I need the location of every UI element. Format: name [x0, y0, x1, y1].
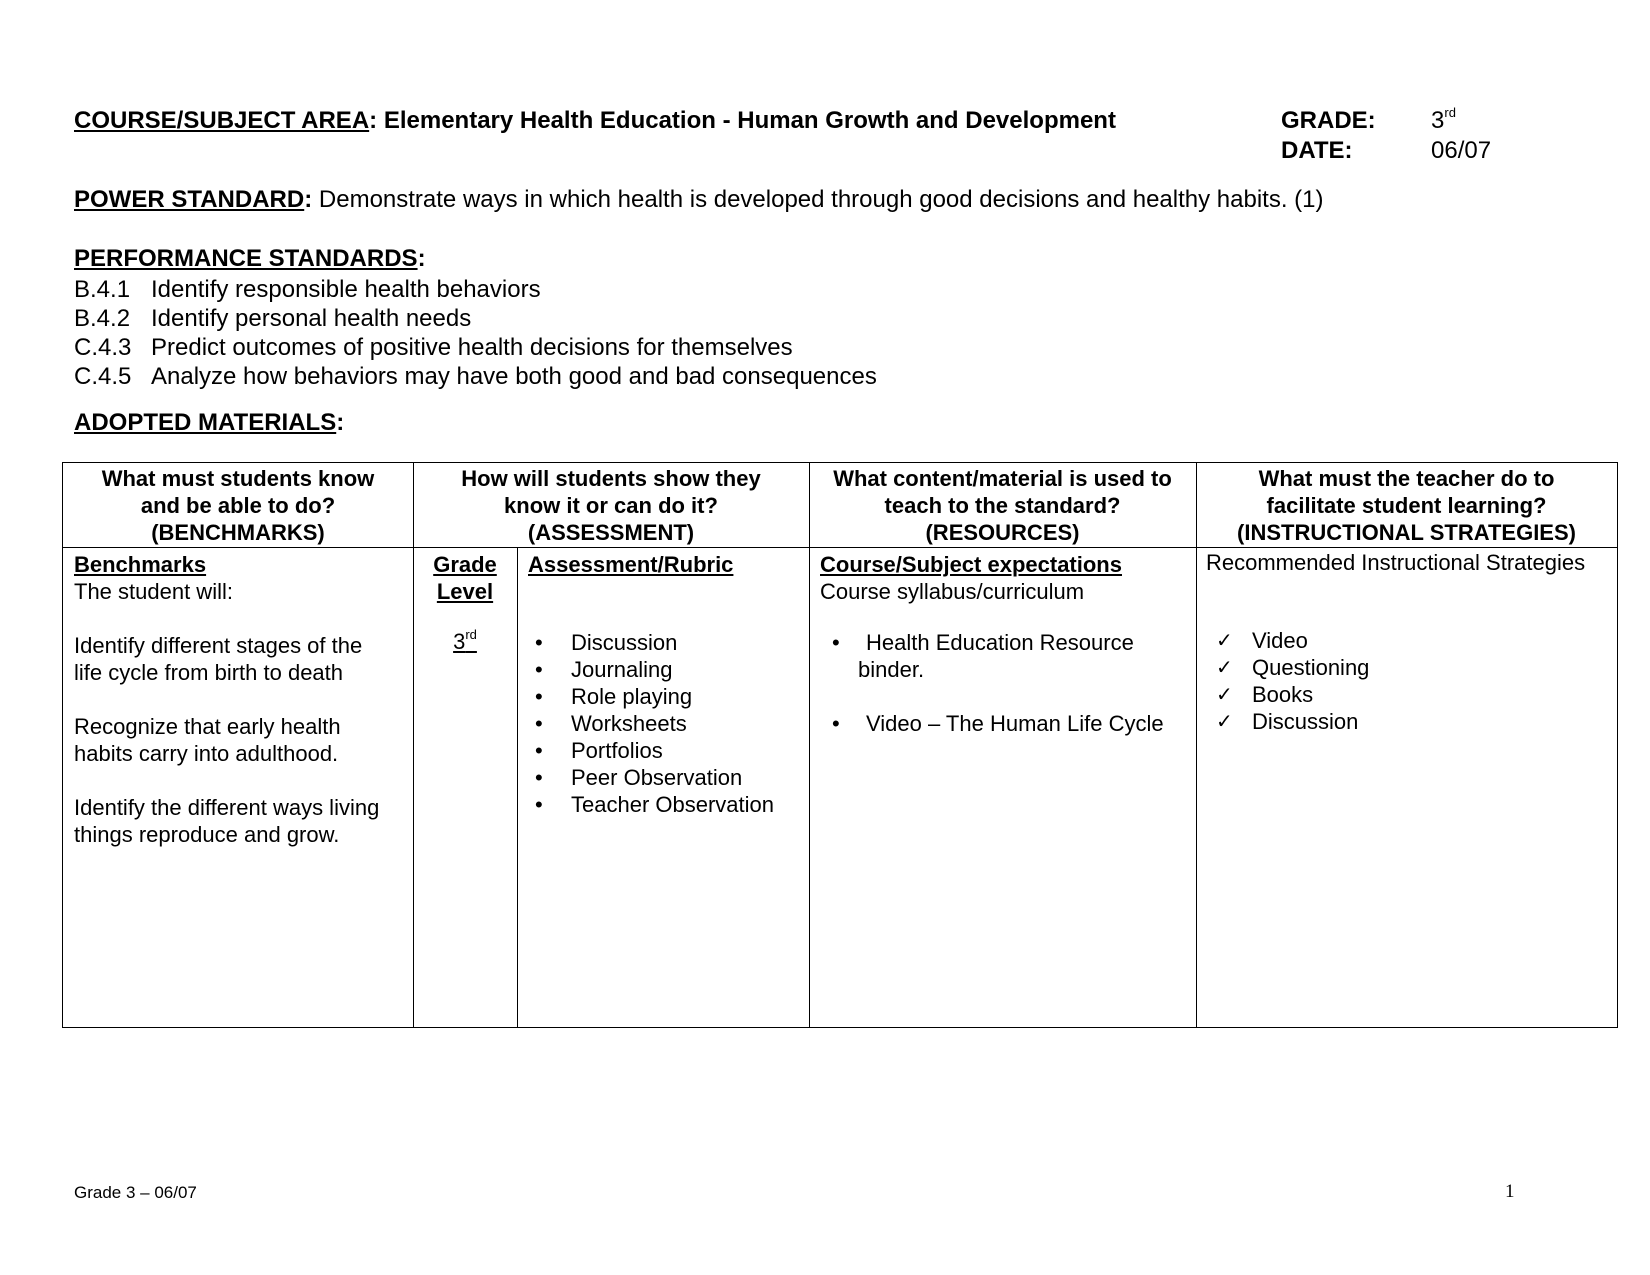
assessment-list [535, 629, 774, 818]
benchmark-item: Identify different stages of the life cycle from birth to death [74, 633, 363, 685]
resource-item: • Health Education Resource binder. [832, 630, 1134, 682]
checkmark-icon: ✓ [1216, 682, 1233, 706]
grade-level-value: 3rd [453, 626, 477, 654]
benchmark-item: Identify the different ways living things reproduce and grow. [74, 795, 380, 847]
footer-text: Grade 3 – 06/07 [74, 1183, 197, 1202]
strategy-item: ✓ Discussion [1216, 709, 1359, 734]
adopted-materials-heading: ADOPTED MATERIALS: [74, 409, 345, 436]
resources-title: Course/Subject expectations [820, 552, 1122, 577]
header-resources: What content/material is used to teach to the standard? (RESOURCES) [833, 466, 1172, 545]
course-value: Elementary Health Education - Human Growth and Development [383, 107, 1116, 134]
assessment-item: • Role playing [535, 684, 693, 709]
assessment-item: • Teacher Observation [535, 792, 774, 817]
power-standard-label: POWER STANDARD [74, 186, 305, 213]
assessment-item: • Portfolios [535, 738, 663, 763]
benchmark-item: Recognize that early health habits carry into adulthood. [74, 714, 341, 766]
strategy-item: ✓ Questioning [1216, 655, 1370, 680]
course-subject-line: COURSE/SUBJECT AREA: Elementary Health Education - Human Growth and Development [74, 107, 1116, 134]
header-assessment: How will students show they know it or can do it? (ASSESSMENT) [461, 466, 761, 545]
strategy-item: ✓ Video [1216, 628, 1308, 653]
grade-label: GRADE: [1281, 107, 1376, 134]
strategies-list [1216, 627, 1370, 735]
header-strategies: What must the teacher do to facilitate student learning? (INSTRUCTIONAL STRATEGIES) [1237, 466, 1576, 545]
date-value: 06/07 [1431, 137, 1492, 164]
performance-standard-item: B.4.1 Identify responsible health behaviors [74, 276, 541, 303]
checkmark-icon: ✓ [1216, 628, 1233, 652]
assessment-item: • Journaling [535, 657, 673, 682]
benchmarks-title: Benchmarks [74, 552, 207, 577]
assessment-item: • Worksheets [535, 711, 687, 736]
resources-cell [820, 551, 1192, 605]
header-divider [63, 547, 1617, 548]
column-divider [517, 547, 518, 1027]
performance-standards-list [74, 275, 877, 391]
resources-list [832, 629, 1193, 737]
assessment-item: • Peer Observation [535, 765, 743, 790]
date-label: DATE: [1281, 137, 1353, 164]
resource-item: • Video – The Human Life Cycle [832, 711, 1164, 736]
standards-table [62, 462, 1618, 1028]
performance-standard-item: B.4.2 Identify personal health needs [74, 305, 472, 332]
power-standard: POWER STANDARD: Demonstrate ways in which health is developed through good decisions and healthy habits. (1) [74, 186, 1324, 213]
assessment-item: • Discussion [535, 630, 678, 655]
checkmark-icon: ✓ [1216, 655, 1233, 679]
strategy-item: ✓ Books [1216, 682, 1314, 707]
performance-standards-heading: PERFORMANCE STANDARDS: [74, 245, 426, 272]
resources-subtitle: Course syllabus/curriculum [820, 579, 1085, 604]
strategies-title: Recommended Instructional Strategies [1206, 550, 1586, 575]
header-benchmarks: What must students know and be able to do? (BENCHMARKS) [101, 466, 375, 545]
checkmark-icon: ✓ [1216, 709, 1233, 733]
grade-level-title: Grade Level [433, 552, 497, 604]
benchmarks-cell [74, 551, 409, 848]
performance-standard-item: C.4.5 Analyze how behaviors may have both good and bad consequences [74, 363, 877, 390]
course-label: COURSE/SUBJECT AREA [74, 107, 370, 134]
grade-value: 3rd [1431, 105, 1456, 134]
benchmarks-intro: The student will: [74, 579, 233, 604]
page-number: 1 [1505, 1181, 1515, 1202]
assessment-title: Assessment/Rubric [528, 552, 734, 577]
power-standard-text: Demonstrate ways in which health is developed through good decisions and healthy habits. (1) [318, 186, 1324, 213]
performance-standard-item: C.4.3 Predict outcomes of positive health decisions for themselves [74, 334, 793, 361]
